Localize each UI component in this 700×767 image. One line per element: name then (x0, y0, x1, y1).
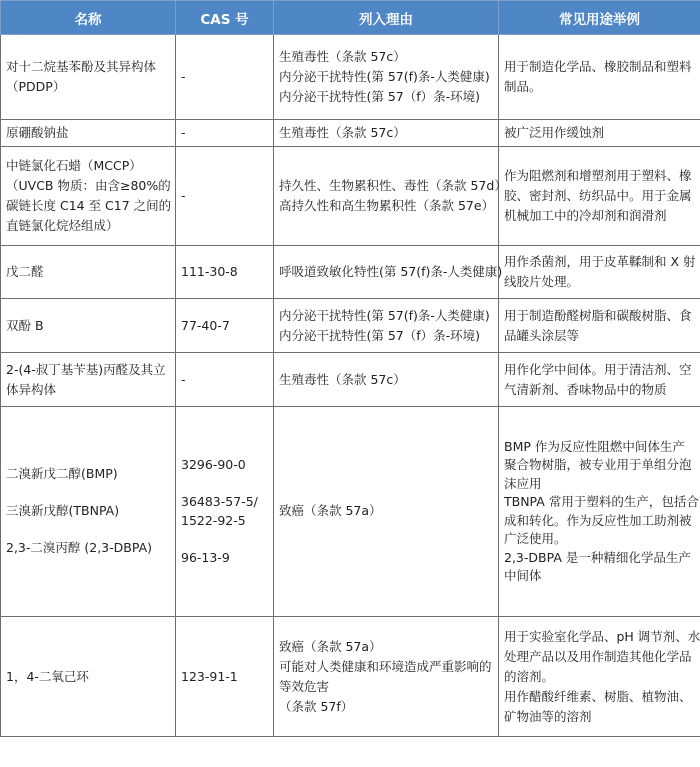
reason-line: （条款 57f） (279, 698, 354, 714)
name-line (6, 484, 170, 503)
header-reason: 列入理由 (274, 1, 499, 35)
use-line: BMP 作为反应性阻燃中间体生产 (504, 438, 685, 454)
reason-line: 内分泌干扰特性(第 57（f）条-环境) (279, 89, 481, 104)
use-line: 用作醋酸纤维素、树脂、植物油、 (504, 688, 692, 704)
name-line: 戊二醛 (6, 264, 44, 279)
name-line: 碳链长度 C14 至 C17 之间的 (6, 198, 172, 213)
name-line: 体异构体 (6, 381, 57, 397)
reason-line: 生殖毒性（条款 57c） (279, 371, 406, 387)
use-line: 用于制造酚醛树脂和碳酸树脂、食 (504, 307, 692, 323)
cas-line: 3296-90-0 (181, 457, 246, 472)
cas-cell (176, 120, 274, 147)
reason-cell (274, 299, 499, 353)
use-line: 成和转化。作为反应性加工助剂被 (504, 512, 692, 528)
name-line: 中链氯化石蜡（MCCP） (6, 158, 142, 173)
name-line: 二溴新戊二醇(BMP) (6, 466, 118, 482)
use-line: 处理产品以及用作制造其他化学品 (504, 648, 692, 664)
reason-cell (274, 246, 503, 299)
name-line: 双酚 B (6, 317, 44, 333)
name-line: （UVCB 物质：由含≥80%的 (6, 178, 171, 193)
reason-line: 内分泌干扰特性(第 57(f)条-人类健康) (279, 307, 490, 323)
name-cell (1, 246, 176, 299)
cas-line: 36483-57-5/ (181, 494, 258, 509)
reason-line: 内分泌干扰特性(第 57(f)条-人类健康) (279, 69, 490, 84)
use-line: 2,3-DBPA 是一种精细化学品生产 (504, 549, 691, 565)
reason-cell (274, 120, 499, 147)
use-cell (499, 617, 700, 737)
use-cell (499, 299, 700, 353)
reason-cell (274, 407, 499, 617)
header-use: 常见用途举例 (499, 1, 700, 35)
use-line: 用于实验室化学品、pH 调节剂、水 (504, 628, 700, 644)
use-cell (499, 246, 700, 299)
table-row (1, 35, 700, 120)
name-line: （PDDP） (6, 79, 66, 94)
reason-cell (274, 353, 499, 407)
reason-line: 生殖毒性（条款 57c） (279, 49, 406, 64)
use-line: 品罐头涂层等 (504, 327, 580, 343)
name-cell (1, 120, 176, 147)
use-line: 矿物油等的溶剂 (504, 708, 592, 724)
reason-line: 等效危害 (279, 678, 330, 694)
reason-line: 高持久性和高生物累积性（条款 57e） (279, 198, 495, 213)
cas-line: - (181, 371, 186, 387)
name-line: 直链氯化烷烃组成） (6, 218, 119, 233)
use-line: 用作杀菌剂，用于皮革鞣制和 X 射 (504, 254, 696, 269)
cas-cell (176, 617, 274, 737)
name-cell (1, 147, 176, 246)
cas-line: - (181, 125, 186, 140)
use-line: 制品。 (504, 79, 542, 94)
reason-line: 内分泌干扰特性(第 57（f）条-环境) (279, 327, 481, 343)
header-name: 名称 (1, 1, 176, 35)
use-line: 用于制造化学品、橡胶制品和塑料 (504, 59, 692, 74)
name-cell (1, 407, 176, 617)
use-line: TBNPA 常用于塑料的生产，包括合 (504, 494, 699, 509)
name-line: 原硼酸钠盐 (6, 125, 69, 140)
name-cell (1, 353, 176, 407)
name-line: 对十二烷基苯酚及其异构体 (6, 59, 157, 74)
table-row (1, 120, 700, 147)
name-cell (1, 35, 176, 120)
table-row (1, 147, 700, 246)
name-line: 2,3-二溴丙醇 (2,3-DBPA) (6, 540, 152, 556)
table-row (1, 617, 700, 737)
cas-cell (176, 35, 274, 120)
use-line: 沫应用 (504, 475, 542, 491)
name-line: 1，4-二氧己环 (6, 668, 89, 684)
table-row (1, 299, 700, 353)
use-line: 中间体 (504, 568, 542, 583)
cas-cell (176, 353, 274, 407)
use-line: 气清新剂、香味物品中的物质 (504, 381, 667, 397)
table-row (1, 353, 700, 407)
cas-line: - (181, 188, 186, 203)
reason-line: 持久性、生物累积性、毒性（条款 57d） (279, 178, 507, 193)
cas-line (181, 530, 268, 549)
cas-line: 1522-92-5 (181, 512, 246, 528)
cas-line: 111-30-8 (181, 264, 238, 279)
cas-line: - (181, 69, 186, 84)
name-cell (1, 617, 176, 737)
use-line: 被广泛用作缓蚀剂 (504, 125, 605, 140)
use-line: 线胶片处理。 (504, 274, 580, 289)
name-line (6, 521, 170, 540)
use-cell (499, 353, 700, 407)
use-line: 的溶剂。 (504, 668, 555, 684)
cas-line: 96-13-9 (181, 549, 230, 565)
reason-cell (274, 617, 499, 737)
use-line: 聚合物树脂，被专业用于单组分泡 (504, 457, 692, 472)
name-cell (1, 299, 176, 353)
use-line: 用作化学中间体。用于清洁剂、空 (504, 361, 692, 377)
reason-line: 生殖毒性（条款 57c） (279, 125, 406, 140)
cas-line: 123-91-1 (181, 668, 238, 684)
use-cell (499, 35, 700, 120)
use-cell (499, 147, 700, 246)
reason-line: 呼吸道致敏化特性(第 57(f)条-人类健康) (279, 264, 503, 279)
header-row (1, 1, 700, 35)
use-line: 作为阻燃剂和增塑剂用于塑料、橡 (504, 168, 692, 183)
use-line: 胶、密封剂、纺织品中。用于金属 (504, 188, 692, 203)
reason-line: 致癌（条款 57a） (279, 638, 382, 654)
table-row (1, 246, 700, 299)
header-cas: CAS 号 (176, 1, 274, 35)
use-line: 广泛使用。 (504, 531, 567, 546)
cas-line (181, 475, 268, 494)
cas-cell (176, 147, 274, 246)
name-line: 三溴新戊醇(TBNPA) (6, 503, 120, 519)
use-line: 机械加工中的冷却剂和润滑剂 (504, 208, 667, 223)
name-line: 2-(4-叔丁基苄基)丙醛及其立 (6, 361, 166, 377)
reason-cell (274, 35, 499, 120)
use-cell (499, 407, 700, 617)
use-cell (499, 120, 700, 147)
table-row (1, 407, 700, 617)
reason-line: 致癌（条款 57a） (279, 503, 382, 519)
cas-cell (176, 299, 274, 353)
cas-line: 77-40-7 (181, 317, 230, 333)
cas-cell (176, 246, 274, 299)
reason-cell (274, 147, 507, 246)
cas-cell (176, 407, 274, 617)
reason-line: 可能对人类健康和环境造成严重影响的 (279, 658, 492, 674)
